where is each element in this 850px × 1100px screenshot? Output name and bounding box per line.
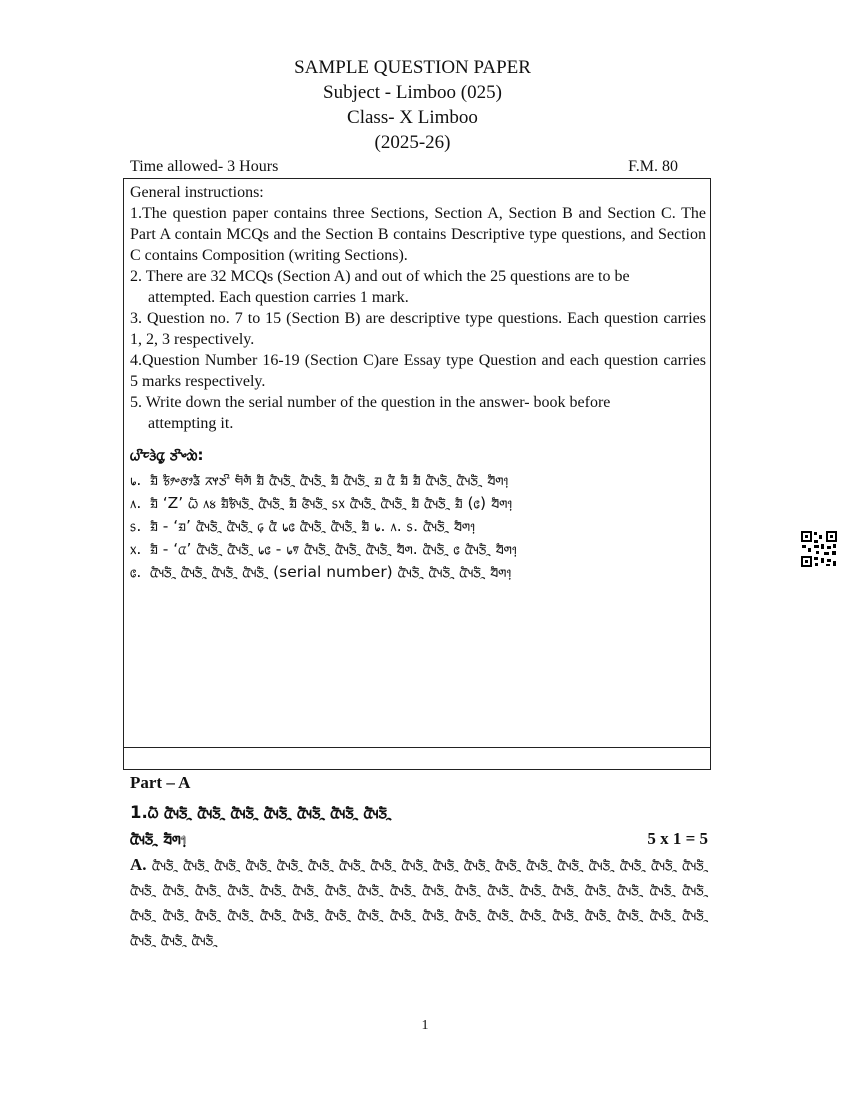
question-1 bbox=[130, 800, 708, 852]
limbu-instructions-heading: ᤐᤡᤰᤋᤧᤂᤢ ᤍᤡᤴᤑᤧ: bbox=[130, 446, 204, 464]
limbu-item-number: ᥇. bbox=[130, 471, 142, 489]
passage-label: A. bbox=[130, 855, 147, 874]
limbu-item-text: ᤀᤠ - ‘ᤀ’ ᤂᤠᤵᤍ᤺ᤠᤳ ᤂᤠᤵᤍ᤺ᤠᤳ ᥌ ᤂᤠ ᥇᥋ ᤂᤠᤵᤍ᤺ᤠᤳ ᤂᤠᤵᤍ᤺ᤠᤳ ᤀᤠ ᥇. ᥈. ᥉. ᤂᤠᤵᤍ᤺ᤠᤳ ᤔᤠᤛ᥄ bbox=[150, 517, 476, 535]
instructions-heading: General instructions: bbox=[130, 184, 264, 201]
limbu-item-number: ᥋. bbox=[130, 563, 142, 581]
limbu-instruction-item bbox=[130, 469, 706, 492]
limbu-item-number: ᥊. bbox=[130, 540, 142, 558]
paper-subject: Subject - Limboo (025) bbox=[323, 82, 502, 103]
passage-text: ᤂᤠᤵᤍ᤺ᤠᤳ ᤂᤠᤵᤍ᤺ᤠᤳ ᤂᤠᤵᤍ᤺ᤠᤳ ᤂᤠᤵᤍ᤺ᤠᤳ ᤂᤠᤵᤍ᤺ᤠᤳ ᤂᤠᤵᤍ᤺ᤠᤳ ᤂᤠᤵᤍ᤺ᤠᤳ ᤂᤠᤵᤍ᤺ᤠᤳ ᤂᤠᤵᤍ᤺ᤠᤳ ᤂᤠᤵᤍ᤺ᤠᤳ ᤂᤠᤵᤍ᤺ᤠᤳ ᤂᤠᤵᤍ᤺ᤠᤳ ᤂᤠᤵᤍ᤺ᤠᤳ ᤂᤠᤵᤍ᤺ᤠᤳ ᤂᤠᤵᤍ᤺ᤠᤳ ᤂᤠᤵᤍ᤺ᤠᤳ ᤂᤠᤵᤍ᤺ᤠᤳ ᤂᤠᤵᤍ᤺ᤠᤳ ᤂᤠᤵᤍ᤺ᤠᤳ ᤂᤠᤵᤍ᤺ᤠᤳ ᤂᤠᤵᤍ᤺ᤠᤳ ᤂᤠᤵᤍ᤺ᤠᤳ ᤂᤠᤵᤍ᤺ᤠᤳ ᤂᤠᤵᤍ᤺ᤠᤳ ᤂᤠᤵᤍ᤺ᤠᤳ ᤂᤠᤵᤍ᤺ᤠᤳ ᤂᤠᤵᤍ᤺ᤠᤳ ᤂᤠᤵᤍ᤺ᤠᤳ ᤂᤠᤵᤍ᤺ᤠᤳ ᤂᤠᤵᤍ᤺ᤠᤳ ᤂᤠᤵᤍ᤺ᤠᤳ ᤂᤠᤵᤍ᤺ᤠᤳ ᤂᤠᤵᤍ᤺ᤠᤳ ᤂᤠᤵᤍ᤺ᤠᤳ ᤂᤠᤵᤍ᤺ᤠᤳ ᤂᤠᤵᤍ᤺ᤠᤳ ᤂᤠᤵᤍ᤺ᤠᤳ ᤂᤠᤵᤍ᤺ᤠᤳ ᤂᤠᤵᤍ᤺ᤠᤳ ᤂᤠᤵᤍ᤺ᤠᤳ ᤂᤠᤵᤍ᤺ᤠᤳ ᤂᤠᤵᤍ᤺ᤠᤳ ᤂᤠᤵᤍ᤺ᤠᤳ ᤂᤠᤵᤍ᤺ᤠᤳ ᤂᤠᤵᤍ᤺ᤠᤳ ᤂᤠᤵᤍ᤺ᤠᤳ ᤂᤠᤵᤍ᤺ᤠᤳ ᤂᤠᤵᤍ᤺ᤠᤳ ᤂᤠᤵᤍ᤺ᤠᤳ ᤂᤠᤵᤍ᤺ᤠᤳ ᤂᤠᤵᤍ᤺ᤠᤳ ᤂᤠᤵᤍ᤺ᤠᤳ ᤂᤠᤵᤍ᤺ᤠᤳ ᤂᤠᤵᤍ᤺ᤠᤳ ᤂᤠᤵᤍ᤺ᤠᤳ ᤂᤠᤵᤍ᤺ᤠᤳ ᤂᤠᤵᤍ᤺ᤠᤳ bbox=[130, 856, 708, 949]
page-number: 1 bbox=[421, 1018, 429, 1033]
box-divider bbox=[124, 747, 710, 748]
limbu-item-text: ᤀᤠ - ‘ᤂ’ ᤂᤠᤵᤍ᤺ᤠᤳ ᤂᤠᤵᤍ᤺ᤠᤳ ᥇᥋ - ᥇᥏ ᤂᤠᤵᤍ᤺ᤠᤳ ᤂᤠᤵᤍ᤺ᤠᤳ ᤂᤠᤵᤍ᤺ᤠᤳ ᤔᤠᤛ. ᤂᤠᤵᤍ᤺ᤠᤳ ᥋ ᤂᤠᤵᤍ᤺ᤠᤳ ᤔᤠᤛ᥄ bbox=[150, 540, 518, 558]
time-allowed: Time allowed- 3 Hours bbox=[130, 158, 279, 175]
qr-code-icon bbox=[800, 530, 838, 568]
instruction-item: 4.Question Number 16-19 (Section C)are Essay type Question and each question carries 5 marks respectively. bbox=[130, 352, 706, 390]
instruction-item: 1.The question paper contains three Sections, Section A, Section B and Section C. The Part A contain MCQs and the Section B contains Descriptive type questions, and Section C contains Composition (writing Sections). bbox=[130, 205, 706, 264]
limbu-item-number: ᥉. bbox=[130, 517, 142, 535]
meta-row bbox=[130, 158, 678, 176]
limbu-instructions bbox=[130, 444, 706, 584]
limbu-instruction-item bbox=[130, 515, 706, 538]
limbu-instruction-item bbox=[130, 538, 706, 561]
passage-a bbox=[130, 852, 708, 953]
limbu-item-text: ᤀᤠ ‘Z’ ᤐᤠ ᥈᥍ ᤀᤠᤃᤠᤵᤍ᤺ᤠᤳ ᤂᤠᤵᤍ᤺ᤠᤳ ᤀᤠ ᤜᤠᤵᤍ᤺ᤠᤳ ᥉᥊ ᤂᤠᤵᤍ᤺ᤠᤳ ᤂᤠᤵᤍ᤺ᤠᤳ ᤀᤠ ᤂᤠᤵᤍ᤺ᤠᤳ ᤀᤠ (᥋) ᤔᤠᤛ᥄ bbox=[150, 494, 513, 512]
question-1-row bbox=[130, 826, 708, 852]
full-marks: F.M. 80 bbox=[628, 158, 678, 175]
question-1-line1: 1.ᤐᤠ ᤂᤠᤵᤍ᤺ᤠᤳ ᤂᤠᤵᤍ᤺ᤠᤳ ᤂᤠᤵᤍ᤺ᤠᤳ ᤂᤠᤵᤍ᤺ᤠᤳ ᤂᤠᤵᤍ᤺ᤠᤳ ᤂᤠᤵᤍ᤺ᤠᤳ ᤂᤠᤵᤍ᤺ᤠᤳ bbox=[130, 803, 392, 822]
instructions-box bbox=[123, 178, 711, 770]
limbu-item-number: ᥈. bbox=[130, 494, 142, 512]
instruction-item: attempting it. bbox=[148, 415, 234, 432]
limbu-instruction-item bbox=[130, 492, 706, 515]
instruction-item: attempted. Each question carries 1 mark. bbox=[148, 289, 409, 306]
paper-class: Class- X Limboo bbox=[347, 107, 478, 128]
paper-title: SAMPLE QUESTION PAPER bbox=[294, 57, 531, 78]
part-heading: Part – A bbox=[130, 773, 191, 792]
instruction-item: 5. Write down the serial number of the question in the answer- book before bbox=[130, 394, 611, 411]
limbu-instruction-item bbox=[130, 561, 706, 584]
question-1-marks: 5 x 1 = 5 bbox=[647, 829, 708, 848]
limbu-item-text: ᤀᤠ ᤃᤥᤴᤅᤣᤕᤠ ᤖᤶᤍᤡ ᤗᤠᤛᤠ ᤀᤠ ᤂᤠᤵᤍ᤺ᤠᤳ ᤂᤠᤵᤍ᤺ᤠᤳ ᤀᤠ ᤂᤠᤵᤍ᤺ᤠᤳ ᤀ ᤂᤠ ᤀᤠ ᤀᤠ ᤂᤠᤵᤍ᤺ᤠᤳ ᤂᤠᤵᤍ᤺ᤠᤳ ᤔᤠᤛ᥄ bbox=[150, 471, 509, 489]
question-1-line2: ᤂᤠᤵᤍ᤺ᤠᤳ ᤔᤠᤛ᥄ bbox=[130, 829, 187, 848]
paper-session: (2025-26) bbox=[374, 132, 451, 153]
instruction-item: 2. There are 32 MCQs (Section A) and out of which the 25 questions are to be bbox=[130, 268, 630, 285]
limbu-item-text: ᤂᤠᤵᤍ᤺ᤠᤳ ᤂᤠᤵᤍ᤺ᤠᤳ ᤂᤠᤵᤍ᤺ᤠᤳ ᤂᤠᤵᤍ᤺ᤠᤳ (serial number) ᤂᤠᤵᤍ᤺ᤠᤳ ᤂᤠᤵᤍ᤺ᤠᤳ ᤂᤠᤵᤍ᤺ᤠᤳ ᤔᤠᤛ᥄ bbox=[150, 563, 512, 581]
instructions-content bbox=[130, 182, 706, 584]
instruction-item: 3. Question no. 7 to 15 (Section B) are descriptive type questions. Each question carries 1, 2, 3 respectively. bbox=[130, 310, 706, 348]
paper-header bbox=[0, 55, 825, 155]
